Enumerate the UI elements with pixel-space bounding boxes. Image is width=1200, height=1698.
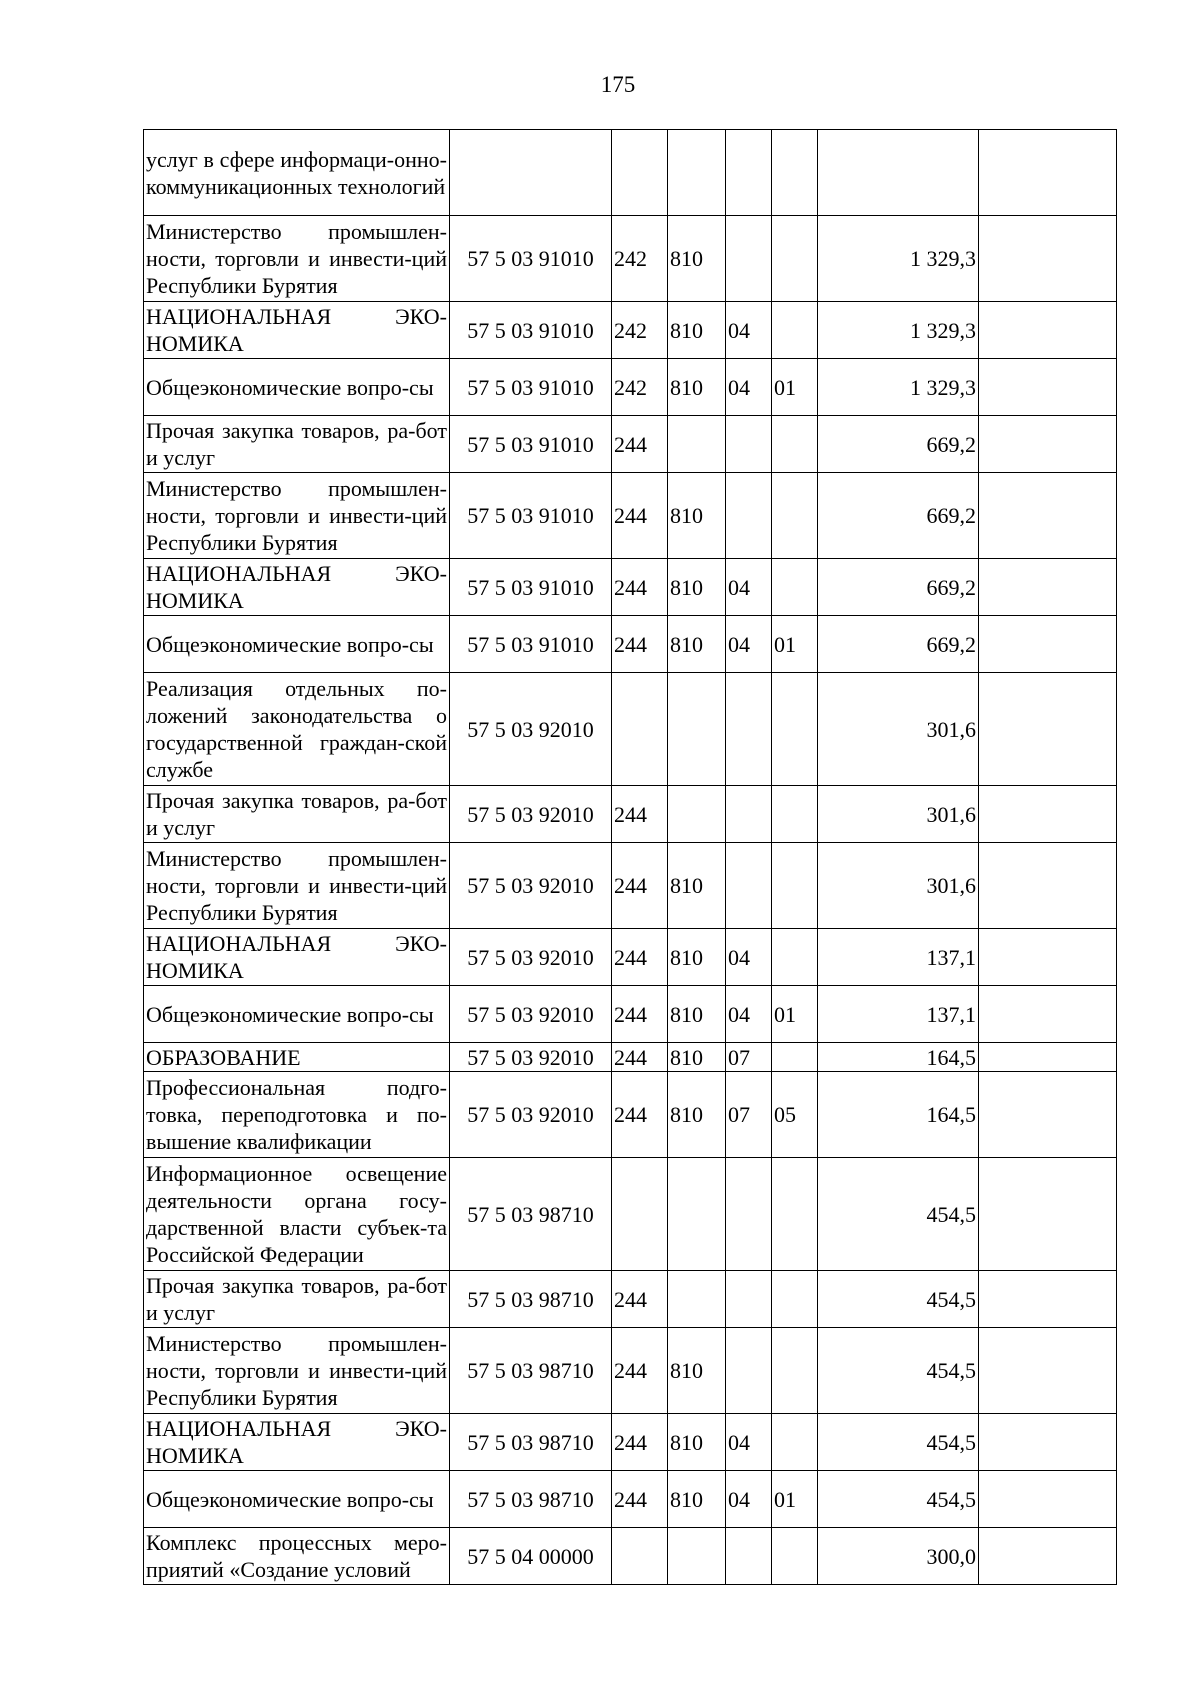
cell-expense-type: 244 bbox=[612, 616, 668, 673]
cell-subsection bbox=[772, 130, 818, 216]
cell-subsection bbox=[772, 1328, 818, 1414]
cell-extra bbox=[979, 843, 1117, 929]
cell-subsection bbox=[772, 929, 818, 986]
budget-table-body bbox=[144, 130, 1117, 1585]
cell-amount: 454,5 bbox=[818, 1471, 979, 1528]
cell-ministry-code: 810 bbox=[668, 302, 726, 359]
cell-name: Министерство промышлен-ности, торговли и инвести-ций Республики Бурятия bbox=[144, 473, 450, 559]
table-row bbox=[144, 929, 1117, 986]
cell-section bbox=[726, 130, 772, 216]
cell-target-code: 57 5 03 92010 bbox=[450, 986, 612, 1043]
cell-section bbox=[726, 1158, 772, 1271]
cell-ministry-code bbox=[668, 786, 726, 843]
cell-section bbox=[726, 786, 772, 843]
cell-expense-type: 244 bbox=[612, 1414, 668, 1471]
cell-section: 04 bbox=[726, 359, 772, 416]
cell-amount: 301,6 bbox=[818, 673, 979, 786]
cell-subsection bbox=[772, 786, 818, 843]
cell-amount bbox=[818, 130, 979, 216]
cell-ministry-code bbox=[668, 130, 726, 216]
cell-extra bbox=[979, 1414, 1117, 1471]
cell-subsection: 01 bbox=[772, 986, 818, 1043]
cell-extra bbox=[979, 1158, 1117, 1271]
cell-name: Прочая закупка товаров, ра-бот и услуг bbox=[144, 786, 450, 843]
cell-target-code: 57 5 03 91010 bbox=[450, 559, 612, 616]
cell-subsection bbox=[772, 843, 818, 929]
cell-expense-type bbox=[612, 1528, 668, 1585]
cell-subsection: 05 bbox=[772, 1072, 818, 1158]
cell-target-code: 57 5 03 91010 bbox=[450, 216, 612, 302]
cell-expense-type bbox=[612, 130, 668, 216]
cell-extra bbox=[979, 786, 1117, 843]
cell-section: 04 bbox=[726, 1471, 772, 1528]
cell-extra bbox=[979, 473, 1117, 559]
cell-ministry-code bbox=[668, 1528, 726, 1585]
cell-section: 04 bbox=[726, 616, 772, 673]
cell-target-code: 57 5 03 98710 bbox=[450, 1158, 612, 1271]
cell-expense-type: 244 bbox=[612, 929, 668, 986]
table-row bbox=[144, 1271, 1117, 1328]
cell-extra bbox=[979, 929, 1117, 986]
cell-target-code: 57 5 03 91010 bbox=[450, 302, 612, 359]
cell-target-code: 57 5 03 98710 bbox=[450, 1471, 612, 1528]
cell-extra bbox=[979, 359, 1117, 416]
cell-extra bbox=[979, 1271, 1117, 1328]
cell-target-code: 57 5 03 92010 bbox=[450, 673, 612, 786]
cell-name: услуг в сфере информаци-онно-коммуникационных технологий bbox=[144, 130, 450, 216]
cell-name: Общеэкономические вопро-сы bbox=[144, 1471, 450, 1528]
cell-subsection: 01 bbox=[772, 616, 818, 673]
cell-amount: 454,5 bbox=[818, 1158, 979, 1271]
cell-subsection bbox=[772, 216, 818, 302]
cell-ministry-code bbox=[668, 1158, 726, 1271]
cell-name: Общеэкономические вопро-сы bbox=[144, 986, 450, 1043]
table-row bbox=[144, 473, 1117, 559]
cell-section: 04 bbox=[726, 559, 772, 616]
cell-section bbox=[726, 673, 772, 786]
cell-expense-type: 244 bbox=[612, 416, 668, 473]
cell-subsection bbox=[772, 1414, 818, 1471]
cell-section: 04 bbox=[726, 302, 772, 359]
table-row bbox=[144, 216, 1117, 302]
cell-extra bbox=[979, 216, 1117, 302]
cell-ministry-code: 810 bbox=[668, 843, 726, 929]
cell-subsection bbox=[772, 302, 818, 359]
cell-extra bbox=[979, 302, 1117, 359]
cell-amount: 137,1 bbox=[818, 986, 979, 1043]
cell-ministry-code: 810 bbox=[668, 929, 726, 986]
cell-name: Прочая закупка товаров, ра-бот и услуг bbox=[144, 416, 450, 473]
table-row bbox=[144, 416, 1117, 473]
cell-expense-type: 244 bbox=[612, 559, 668, 616]
table-row bbox=[144, 1072, 1117, 1158]
cell-ministry-code: 810 bbox=[668, 986, 726, 1043]
cell-subsection bbox=[772, 1528, 818, 1585]
cell-amount: 669,2 bbox=[818, 559, 979, 616]
cell-ministry-code: 810 bbox=[668, 616, 726, 673]
cell-name: Министерство промышлен-ности, торговли и инвести-ций Республики Бурятия bbox=[144, 1328, 450, 1414]
cell-ministry-code bbox=[668, 416, 726, 473]
cell-ministry-code: 810 bbox=[668, 1043, 726, 1072]
cell-ministry-code: 810 bbox=[668, 473, 726, 559]
table-row bbox=[144, 1328, 1117, 1414]
cell-extra bbox=[979, 559, 1117, 616]
cell-target-code: 57 5 03 92010 bbox=[450, 929, 612, 986]
cell-target-code: 57 5 04 00000 bbox=[450, 1528, 612, 1585]
table-row bbox=[144, 1043, 1117, 1072]
cell-target-code: 57 5 03 98710 bbox=[450, 1414, 612, 1471]
cell-expense-type: 242 bbox=[612, 359, 668, 416]
cell-ministry-code: 810 bbox=[668, 559, 726, 616]
cell-section: 04 bbox=[726, 929, 772, 986]
cell-subsection: 01 bbox=[772, 359, 818, 416]
cell-expense-type: 242 bbox=[612, 216, 668, 302]
cell-ministry-code bbox=[668, 1271, 726, 1328]
cell-name: Прочая закупка товаров, ра-бот и услуг bbox=[144, 1271, 450, 1328]
cell-name: Министерство промышлен-ности, торговли и инвести-ций Республики Бурятия bbox=[144, 843, 450, 929]
table-row bbox=[144, 1158, 1117, 1271]
cell-expense-type: 244 bbox=[612, 1471, 668, 1528]
cell-section: 04 bbox=[726, 1414, 772, 1471]
cell-target-code bbox=[450, 130, 612, 216]
cell-expense-type: 244 bbox=[612, 473, 668, 559]
cell-section bbox=[726, 1328, 772, 1414]
cell-extra bbox=[979, 1328, 1117, 1414]
cell-section bbox=[726, 1528, 772, 1585]
cell-expense-type: 244 bbox=[612, 1072, 668, 1158]
cell-section: 07 bbox=[726, 1072, 772, 1158]
cell-expense-type: 244 bbox=[612, 986, 668, 1043]
cell-expense-type: 242 bbox=[612, 302, 668, 359]
cell-amount: 1 329,3 bbox=[818, 302, 979, 359]
cell-target-code: 57 5 03 92010 bbox=[450, 1043, 612, 1072]
cell-section: 04 bbox=[726, 986, 772, 1043]
budget-table bbox=[143, 129, 1117, 1585]
cell-extra bbox=[979, 1471, 1117, 1528]
cell-target-code: 57 5 03 92010 bbox=[450, 786, 612, 843]
cell-amount: 669,2 bbox=[818, 473, 979, 559]
cell-target-code: 57 5 03 92010 bbox=[450, 1072, 612, 1158]
cell-amount: 669,2 bbox=[818, 616, 979, 673]
cell-expense-type: 244 bbox=[612, 1043, 668, 1072]
cell-section bbox=[726, 216, 772, 302]
cell-section bbox=[726, 1271, 772, 1328]
cell-expense-type: 244 bbox=[612, 1328, 668, 1414]
cell-expense-type: 244 bbox=[612, 843, 668, 929]
cell-section bbox=[726, 843, 772, 929]
cell-name: Общеэкономические вопро-сы bbox=[144, 616, 450, 673]
cell-subsection bbox=[772, 473, 818, 559]
cell-subsection bbox=[772, 1158, 818, 1271]
page-number: 175 bbox=[600, 72, 636, 97]
table-row bbox=[144, 1528, 1117, 1585]
cell-ministry-code bbox=[668, 673, 726, 786]
table-row bbox=[144, 843, 1117, 929]
cell-expense-type: 244 bbox=[612, 786, 668, 843]
cell-subsection bbox=[772, 559, 818, 616]
cell-ministry-code: 810 bbox=[668, 216, 726, 302]
cell-name: НАЦИОНАЛЬНАЯ ЭКО-НОМИКА bbox=[144, 929, 450, 986]
cell-extra bbox=[979, 616, 1117, 673]
cell-target-code: 57 5 03 91010 bbox=[450, 473, 612, 559]
cell-amount: 454,5 bbox=[818, 1414, 979, 1471]
table-row bbox=[144, 302, 1117, 359]
table-row bbox=[144, 673, 1117, 786]
cell-extra bbox=[979, 1072, 1117, 1158]
cell-name: Информационное освещение деятельности органа госу-дарственной власти субъек-та Российской Федерации bbox=[144, 1158, 450, 1271]
cell-expense-type bbox=[612, 673, 668, 786]
table-row bbox=[144, 130, 1117, 216]
cell-subsection bbox=[772, 1043, 818, 1072]
cell-name: ОБРАЗОВАНИЕ bbox=[144, 1043, 450, 1072]
cell-amount: 137,1 bbox=[818, 929, 979, 986]
cell-name: Комплекс процессных меро-приятий «Создание условий bbox=[144, 1528, 450, 1585]
cell-extra bbox=[979, 1043, 1117, 1072]
cell-amount: 300,0 bbox=[818, 1528, 979, 1585]
table-row bbox=[144, 559, 1117, 616]
cell-extra bbox=[979, 1528, 1117, 1585]
cell-amount: 669,2 bbox=[818, 416, 979, 473]
cell-target-code: 57 5 03 98710 bbox=[450, 1328, 612, 1414]
cell-section bbox=[726, 416, 772, 473]
cell-amount: 454,5 bbox=[818, 1271, 979, 1328]
cell-amount: 1 329,3 bbox=[818, 359, 979, 416]
cell-name: Реализация отдельных по-ложений законодательства о государственной граждан-ской службе bbox=[144, 673, 450, 786]
table-row bbox=[144, 616, 1117, 673]
cell-name: НАЦИОНАЛЬНАЯ ЭКО-НОМИКА bbox=[144, 1414, 450, 1471]
cell-target-code: 57 5 03 98710 bbox=[450, 1271, 612, 1328]
cell-name: Профессиональная подго-товка, переподготовка и по-вышение квалификации bbox=[144, 1072, 450, 1158]
cell-name: НАЦИОНАЛЬНАЯ ЭКО-НОМИКА bbox=[144, 559, 450, 616]
cell-extra bbox=[979, 416, 1117, 473]
cell-subsection: 01 bbox=[772, 1471, 818, 1528]
cell-amount: 454,5 bbox=[818, 1328, 979, 1414]
table-row bbox=[144, 1471, 1117, 1528]
cell-amount: 1 329,3 bbox=[818, 216, 979, 302]
cell-ministry-code: 810 bbox=[668, 1471, 726, 1528]
table-row bbox=[144, 786, 1117, 843]
cell-amount: 164,5 bbox=[818, 1072, 979, 1158]
cell-target-code: 57 5 03 91010 bbox=[450, 616, 612, 673]
cell-extra bbox=[979, 673, 1117, 786]
cell-section bbox=[726, 473, 772, 559]
cell-expense-type: 244 bbox=[612, 1271, 668, 1328]
cell-ministry-code: 810 bbox=[668, 1414, 726, 1471]
cell-subsection bbox=[772, 416, 818, 473]
table-row bbox=[144, 986, 1117, 1043]
cell-amount: 164,5 bbox=[818, 1043, 979, 1072]
cell-ministry-code: 810 bbox=[668, 359, 726, 416]
cell-ministry-code: 810 bbox=[668, 1072, 726, 1158]
cell-target-code: 57 5 03 91010 bbox=[450, 359, 612, 416]
cell-expense-type bbox=[612, 1158, 668, 1271]
cell-ministry-code: 810 bbox=[668, 1328, 726, 1414]
cell-name: Министерство промышлен-ности, торговли и инвести-ций Республики Бурятия bbox=[144, 216, 450, 302]
table-row bbox=[144, 1414, 1117, 1471]
cell-extra bbox=[979, 986, 1117, 1043]
cell-amount: 301,6 bbox=[818, 786, 979, 843]
cell-extra bbox=[979, 130, 1117, 216]
cell-name: Общеэкономические вопро-сы bbox=[144, 359, 450, 416]
table-row bbox=[144, 359, 1117, 416]
cell-section: 07 bbox=[726, 1043, 772, 1072]
cell-subsection bbox=[772, 1271, 818, 1328]
cell-subsection bbox=[772, 673, 818, 786]
cell-name: НАЦИОНАЛЬНАЯ ЭКО-НОМИКА bbox=[144, 302, 450, 359]
cell-amount: 301,6 bbox=[818, 843, 979, 929]
cell-target-code: 57 5 03 92010 bbox=[450, 843, 612, 929]
cell-target-code: 57 5 03 91010 bbox=[450, 416, 612, 473]
